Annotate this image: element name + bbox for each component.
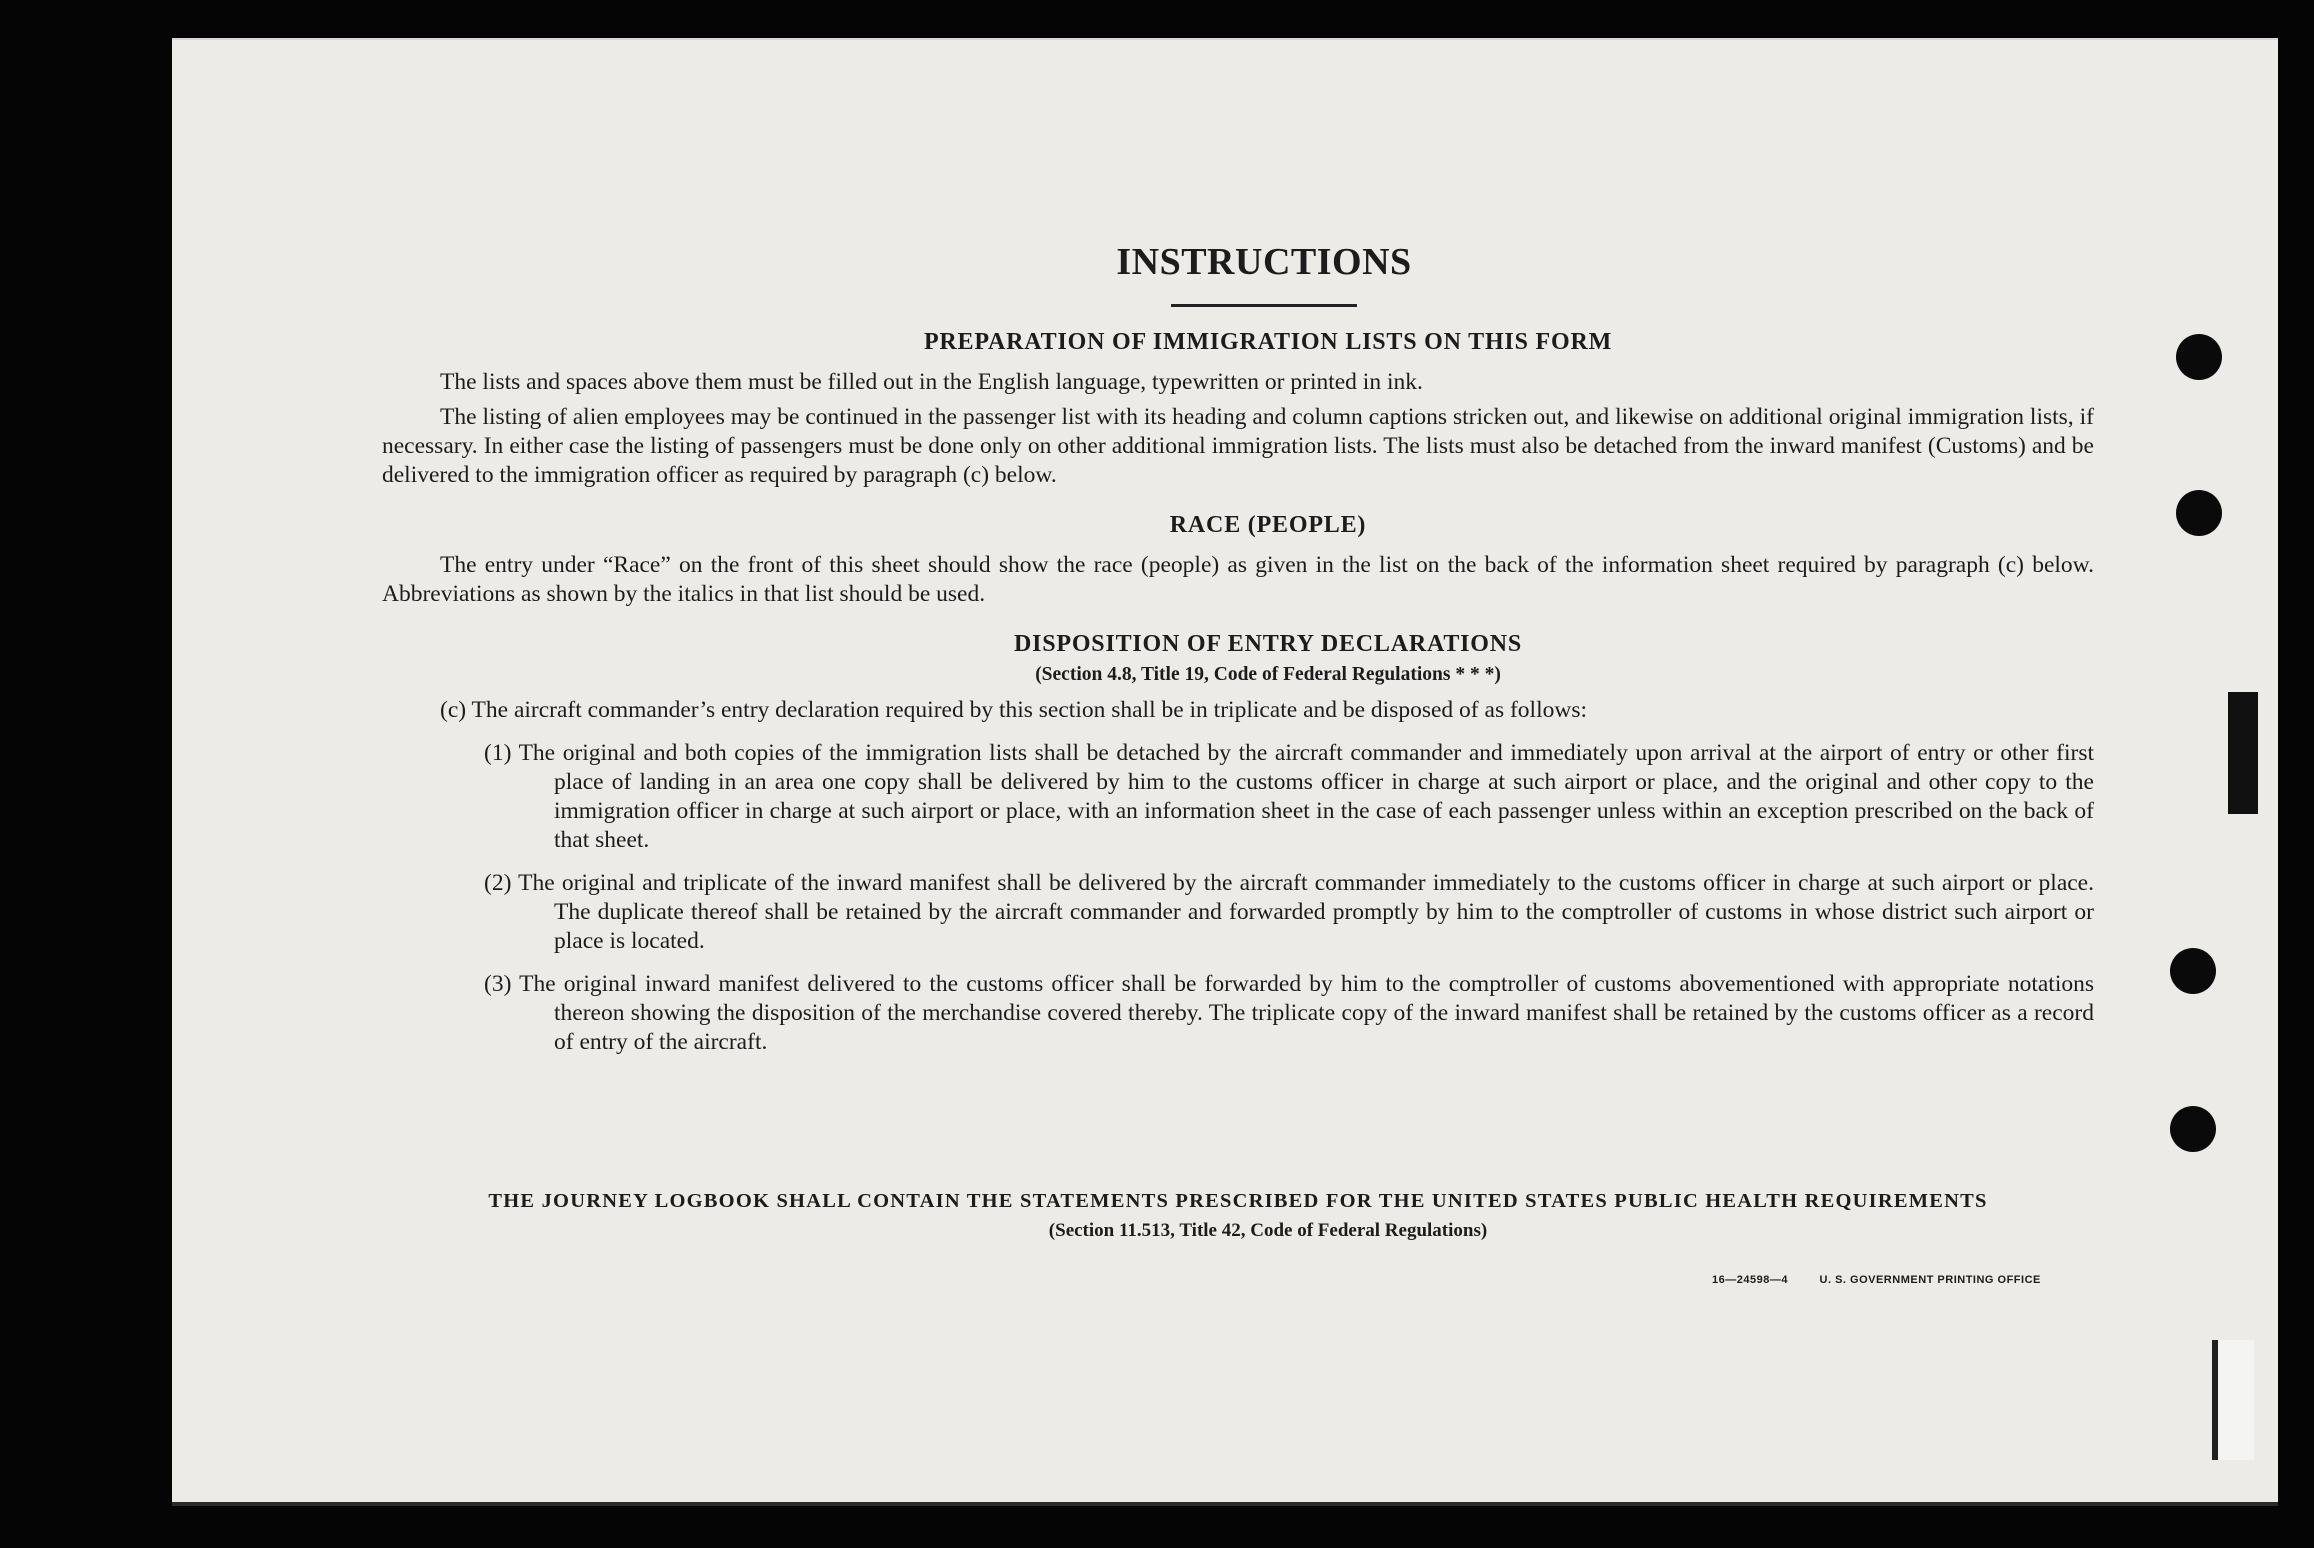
- punch-hole: [2176, 490, 2222, 536]
- binding-notch: [2228, 692, 2258, 814]
- title-rule: [1171, 304, 1357, 307]
- page-title: INSTRUCTIONS: [1116, 241, 1412, 283]
- race-paragraph: The entry under “Race” on the front of this sheet should show the race (people) as given in the list on the back of the information sheet required by paragraph (c) below. Abbreviations as shown by the italics in that list should be used.: [382, 552, 2094, 607]
- preparation-paragraph-1: The lists and spaces above them must be filled out in the English language, typewritten or printed in ink.: [440, 369, 1423, 395]
- disposition-item-2: (2) The original and triplicate of the inward manifest shall be delivered by the aircraft commander immediately to the customs officer in charge at such airport or place. The duplicate thereof shall be retained by the aircraft commander and forwarded promptly by him to the comptroller of customs in whose district such airport or place is located.: [484, 870, 2094, 954]
- printer-imprint: [1712, 1274, 2069, 1286]
- printer-name: U. S. GOVERNMENT PRINTING OFFICE: [1819, 1274, 2041, 1286]
- form-number: 16—24598—4: [1712, 1274, 1788, 1286]
- section-heading-disposition: DISPOSITION OF ENTRY DECLARATIONS: [1013, 631, 1523, 657]
- section-heading-race: RACE (PEOPLE): [1169, 512, 1367, 538]
- punch-hole: [2170, 948, 2216, 994]
- punch-hole: [2176, 334, 2222, 380]
- punch-hole: [2170, 1106, 2216, 1152]
- footer-statement: THE JOURNEY LOGBOOK SHALL CONTAIN THE STATEMENTS PRESCRIBED FOR THE UNITED STATES PUBLIC HEALTH REQUIREMENTS: [488, 1190, 1988, 1212]
- section-heading-preparation: PREPARATION OF IMMIGRATION LISTS ON THIS FORM: [923, 329, 1613, 355]
- disposition-item-1: (1) The original and both copies of the immigration lists shall be detached by the aircraft commander and immediately upon arrival at the airport of entry or other first place of landing in an area one copy shall be delivered by him to the customs officer in charge at such airport or place, and the original and other copy to the immigration officer in charge at such airport or place, with an information sheet in the case of each passenger unless within an exception prescribed on the back of that sheet.: [484, 740, 2094, 853]
- disposition-citation: (Section 4.8, Title 19, Code of Federal Regulations * * *): [1035, 664, 1501, 685]
- document-page: [172, 38, 2278, 1506]
- footer-citation: (Section 11.513, Title 42, Code of Federal Regulations): [1048, 1220, 1488, 1241]
- instructions-body: [382, 240, 2094, 1057]
- torn-edge: [2212, 1340, 2254, 1460]
- preparation-paragraph-2: The listing of alien employees may be continued in the passenger list with its heading and column captions stricken out, and likewise on additional original immigration lists, if necessary. In either case the listing of passengers must be done only on other additional immigration lists. The lists must also be detached from the inward manifest (Customs) and be delivered to the immigration officer as required by paragraph (c) below.: [382, 404, 2094, 488]
- disposition-intro: (c) The aircraft commander’s entry declaration required by this section shall be in triplicate and be disposed of as follows:: [440, 697, 1587, 723]
- disposition-item-3: (3) The original inward manifest delivered to the customs officer shall be forwarded by him to the comptroller of customs abovementioned with appropriate notations thereon showing the disposition of the merchandise covered thereby. The triplicate copy of the inward manifest shall be retained by the customs officer as a record of entry of the aircraft.: [484, 971, 2094, 1055]
